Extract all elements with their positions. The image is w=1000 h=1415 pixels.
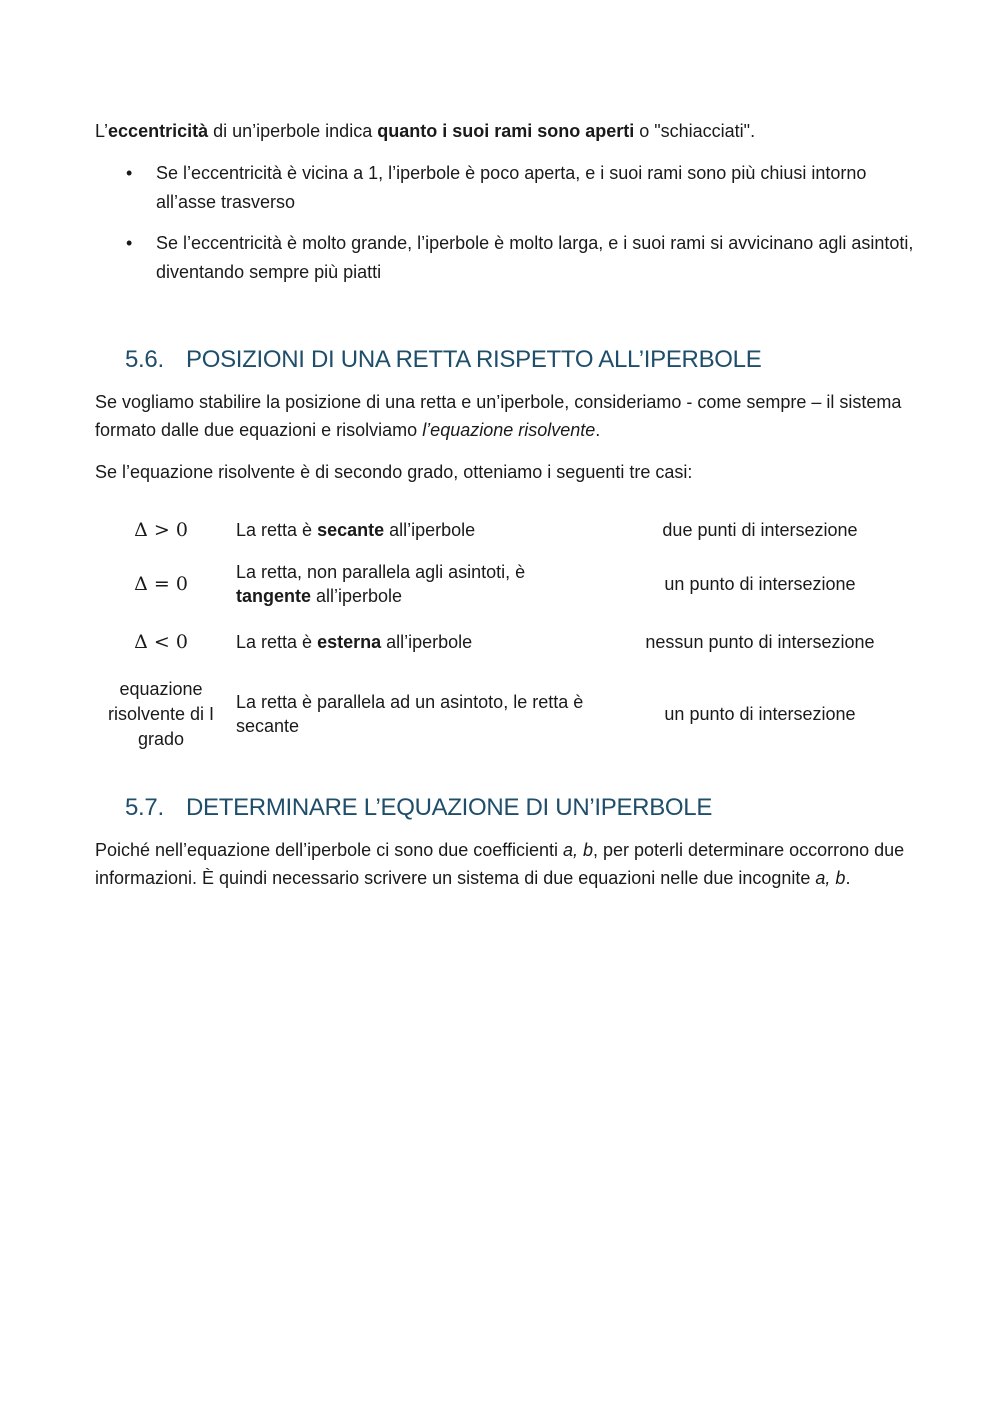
text-run: Se vogliamo stabilire la posizione di una retta e un’iperbole, consideriamo - come sempre – il sistema formato dalle due equazioni e risolviamo xyxy=(95,392,902,440)
case-row xyxy=(95,558,915,610)
bullet-text: Se l’eccentricità è molto grande, l’iperbole è molto larga, e i suoi rami si avvicinano agli asintoti, diventando sempre più piatti xyxy=(156,233,914,282)
section-heading-5-6 xyxy=(125,345,761,375)
bullet-item xyxy=(95,229,915,287)
case-description xyxy=(227,560,605,608)
text-run: o "schiacciati". xyxy=(634,121,756,141)
case-description xyxy=(227,518,605,542)
bullet-marker: • xyxy=(126,163,133,183)
case-row xyxy=(95,620,915,664)
case-condition: Δ = 0 xyxy=(134,572,188,595)
bullet-text: Se l’eccentricità è vicina a 1, l’iperbole è poco aperta, e i suoi rami sono più chiusi intorno all’asse trasverso xyxy=(156,163,867,212)
text-run: all’iperbole xyxy=(311,586,403,606)
case-condition: Δ < 0 xyxy=(134,630,188,653)
section-title: DETERMINARE L’EQUAZIONE DI UN’IPERBOLE xyxy=(186,794,713,821)
eccentricity-paragraph xyxy=(95,117,915,145)
text-run: di un’iperbole indica xyxy=(208,121,378,141)
bold-term: tangente xyxy=(236,586,312,606)
text-run: . xyxy=(845,868,851,888)
text-run: Poiché nell’equazione dell’iperbole ci sono due coefficienti xyxy=(95,840,563,860)
text-run: , per poterli determinare occorrono due informazioni. È quindi necessario scrivere un sistema di due equazioni nelle due incognite xyxy=(95,840,905,888)
case-description xyxy=(227,630,605,654)
text-run: L’ xyxy=(95,121,109,141)
text-run: La retta è xyxy=(236,632,318,652)
text-run: La retta è parallela ad un asintoto, le retta è secante xyxy=(236,692,584,736)
bullet-item xyxy=(95,159,915,217)
case-row xyxy=(95,676,915,752)
case-result: nessun punto di intersezione xyxy=(645,632,875,652)
text-run: . xyxy=(595,420,601,440)
italic-term: a, b xyxy=(562,840,594,860)
section-heading-5-7 xyxy=(125,793,712,823)
case-description xyxy=(227,690,605,738)
text-run: all’iperbole xyxy=(384,520,476,540)
case-condition: equazione risolvente di I grado xyxy=(107,678,215,749)
section-number: 5.7. xyxy=(125,794,164,821)
bold-phrase: quanto i suoi rami sono aperti xyxy=(377,121,635,141)
section-5-6-cases-intro: Se l’equazione risolvente è di secondo grado, otteniamo i seguenti tre casi: xyxy=(95,462,693,482)
case-condition: Δ > 0 xyxy=(134,518,188,541)
text-run: La retta, non parallela agli asintoti, è xyxy=(236,562,526,582)
section-title: POSIZIONI DI UNA RETTA RISPETTO ALL’IPERBOLE xyxy=(186,346,762,373)
case-result: due punti di intersezione xyxy=(662,520,858,540)
section-5-7-paragraph xyxy=(95,836,915,892)
section-5-6-paragraph xyxy=(95,388,915,444)
text-run: La retta è xyxy=(236,520,318,540)
section-number: 5.6. xyxy=(125,346,164,373)
bold-term: secante xyxy=(317,520,385,540)
bold-term: esterna xyxy=(317,632,382,652)
bullet-marker: • xyxy=(126,233,133,253)
case-result: un punto di intersezione xyxy=(664,704,856,724)
case-row xyxy=(95,508,915,552)
italic-term: a, b xyxy=(815,868,846,888)
bold-term-eccentricity: eccentricità xyxy=(108,121,209,141)
eccentricity-bullet-list xyxy=(95,159,915,299)
italic-term: l’equazione risolvente xyxy=(422,420,596,440)
case-result: un punto di intersezione xyxy=(664,574,856,594)
text-run: all’iperbole xyxy=(381,632,473,652)
